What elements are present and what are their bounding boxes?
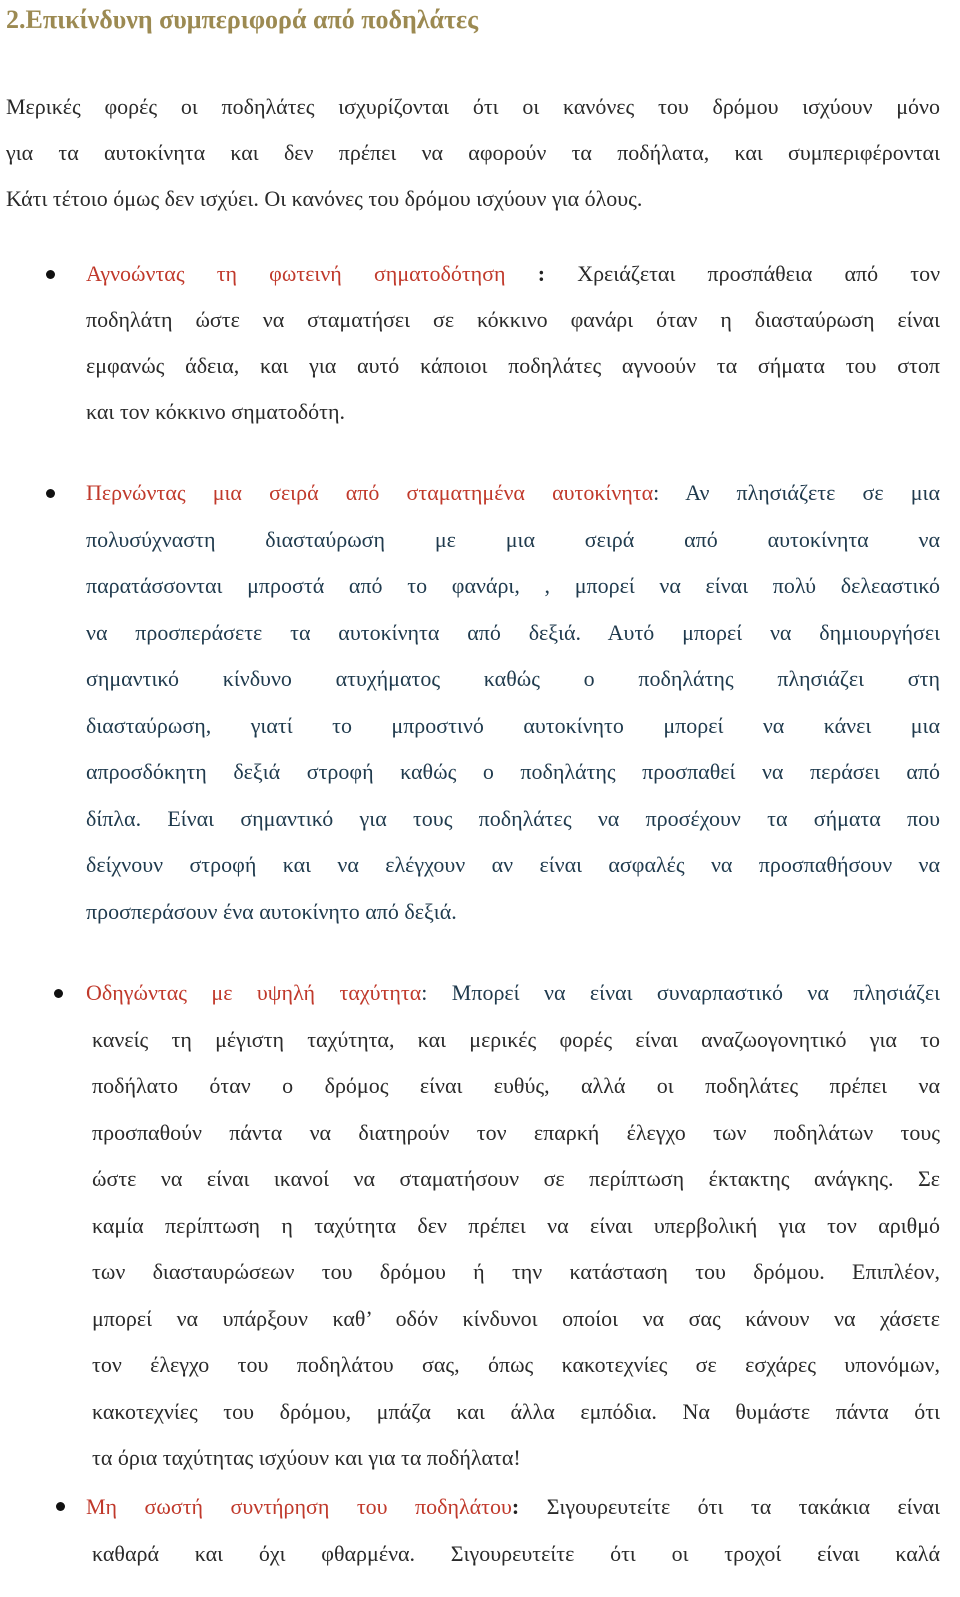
bullet-line: τον έλεγχο του ποδηλάτου σας, όπως κακοτεχνίες σε εσχάρες υπονόμων, [92, 1352, 940, 1377]
bullet-line: ώστε να είναι ικανοί να σταματήσουν σε περίπτωση έκτακτης ανάγκης. Σε [92, 1166, 940, 1191]
bullet-line: πολυσύχναστη διασταύρωση με μια σειρά από αυτοκίνητα να [86, 526, 940, 552]
bullet-separator: : [505, 261, 578, 286]
bullet-line: καθαρά και όχι φθαρμένα. Σιγουρευτείτε ότι οι τροχοί είναι καλά [92, 1541, 940, 1566]
bullet-icon [46, 270, 55, 279]
bullet-line: προσπεράσουν ένα αυτοκίνητο από δεξιά. [86, 898, 457, 924]
bullet-icon [46, 489, 55, 498]
bullet-line: διασταύρωση, γιατί το μπροστινό αυτοκίνητο μπορεί να κάνει μια [86, 712, 940, 738]
bullet-text: Μπορεί να είναι συναρπαστικό να πλησιάζει [451, 980, 940, 1005]
bullet-line: κανείς τη μέγιστη ταχύτητα, και μερικές φορές είναι αναζωογονητικό για το [92, 1026, 940, 1052]
intro-line: για τα αυτοκίνητα και δεν πρέπει να αφορούν τα ποδήλατα, και συμπεριφέρονται [6, 140, 940, 165]
bullet-text: Αν πλησιάζετε σε μια [685, 480, 940, 505]
bullet-first-line [86, 251, 940, 297]
bullet-first-line [86, 970, 940, 1017]
bullet-first-line [86, 1483, 940, 1530]
section-heading: 2.Επικίνδυνη συμπεριφορά από ποδηλάτες [6, 5, 479, 34]
bullet-line: προσπαθούν πάντα να διατηρούν τον επαρκή έλεγχο των ποδηλάτων τους [92, 1119, 940, 1145]
bullet-term: Οδηγώντας με υψηλή ταχύτητα [86, 980, 422, 1005]
bullet-line: ποδηλάτη ώστε να σταματήσει σε κόκκινο φανάρι όταν η διασταύρωση είναι [86, 307, 940, 332]
bullet-line: των διασταυρώσεων του δρόμου ή την κατάσταση του δρόμου. Επιπλέον, [92, 1259, 940, 1284]
bullet-line: τα όρια ταχύτητας ισχύουν και για τα ποδήλατα! [92, 1445, 521, 1470]
intro-line: Μερικές φορές οι ποδηλάτες ισχυρίζονται ότι οι κανόνες του δρόμου ισχύουν μόνο [6, 94, 940, 119]
bullet-line: παρατάσσονται μπροστά από το φανάρι, , μπορεί να είναι πολύ δελεαστικό [86, 573, 940, 598]
bullet-separator: : [653, 480, 686, 505]
bullet-line: δίπλα. Είναι σημαντικό για τους ποδηλάτες να προσέχουν τα σήματα που [86, 805, 940, 831]
bullet-line: εμφανώς άδεια, και για αυτό κάποιοι ποδηλάτες αγνοούν τα σήματα του στοπ [86, 353, 940, 378]
bullet-term: Αγνοώντας τη φωτεινή σηματοδότηση [86, 261, 506, 286]
bullet-text: Χρειάζεται προσπάθεια από τον [577, 261, 941, 286]
bullet-line: να προσπεράσετε τα αυτοκίνητα από δεξιά. Αυτό μπορεί να δημιουργήσει [86, 619, 940, 645]
bullet-line: δείχνουν στροφή και να ελέγχουν αν είναι ασφαλές να προσπαθήσουν να [86, 852, 940, 877]
bullet-term: Περνώντας μια σειρά από σταματημένα αυτοκίνητα [86, 480, 654, 505]
bullet-line: σημαντικό κίνδυνο ατυχήματος καθώς ο ποδηλάτης πλησιάζει στη [86, 666, 940, 691]
bullet-line: και τον κόκκινο σηματοδότη. [86, 399, 346, 424]
bullet-icon [54, 989, 63, 998]
intro-paragraph [6, 84, 940, 222]
bullet-first-line [86, 470, 940, 517]
bullet-line: ποδήλατο όταν ο δρόμος είναι ευθύς, αλλά οι ποδηλάτες πρέπει να [92, 1073, 940, 1098]
bullet-line: απροσδόκητη δεξιά στροφή καθώς ο ποδηλάτης προσπαθεί να περάσει από [86, 759, 940, 784]
bullet-icon [56, 1502, 65, 1511]
bullet-line: κακοτεχνίες του δρόμου, μπάζα και άλλα εμπόδια. Να θυμάστε πάντα ότι [92, 1398, 940, 1424]
bullet-term: Μη σωστή συντήρηση του ποδηλάτου [86, 1494, 512, 1519]
bullet-text: Σιγουρευτείτε ότι τα τακάκια είναι [546, 1494, 940, 1519]
bullet-separator: : [511, 1494, 547, 1519]
intro-line: Κάτι τέτοιο όμως δεν ισχύει. Οι κανόνες του δρόμου ισχύουν για όλους. [6, 186, 643, 211]
bullet-line: καμία περίπτωση η ταχύτητα δεν πρέπει να είναι υπερβολική για τον αριθμό [92, 1212, 940, 1238]
bullet-line: μπορεί να υπάρξουν καθ’ οδόν κίνδυνοι οποίοι να σας κάνουν να χάσετε [92, 1305, 940, 1331]
bullet-separator: : [421, 980, 452, 1005]
